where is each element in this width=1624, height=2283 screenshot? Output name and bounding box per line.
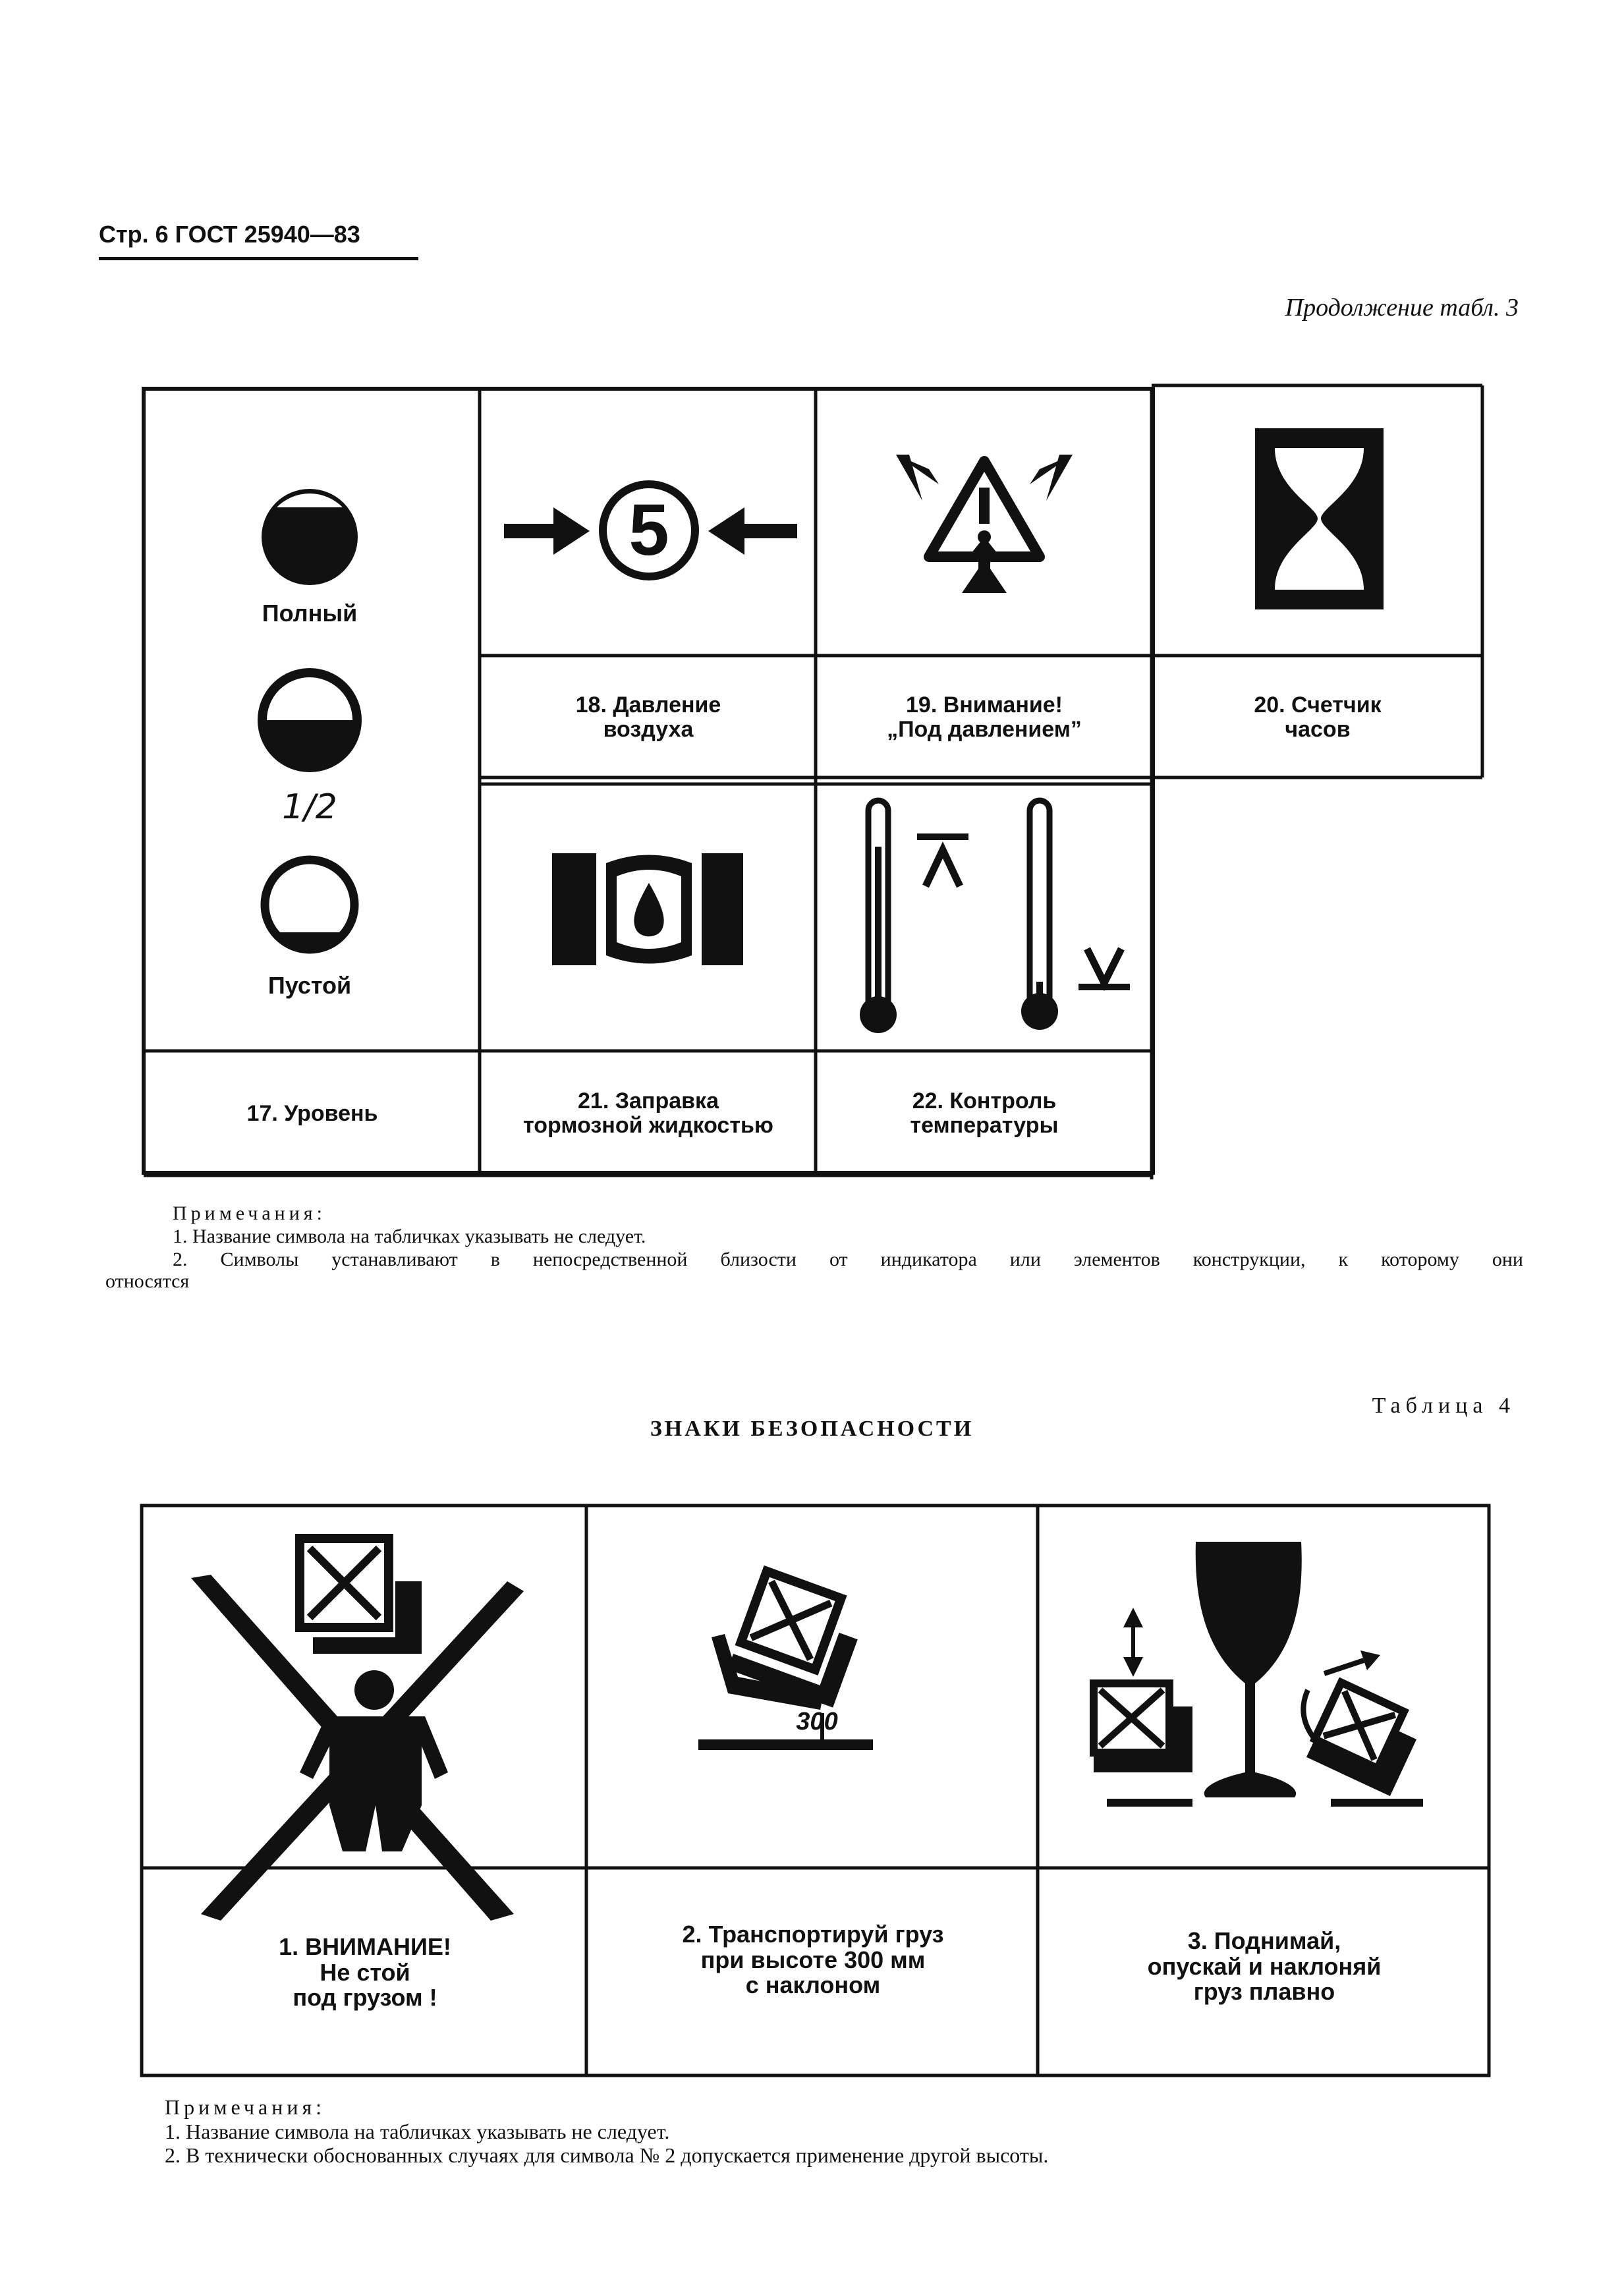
do-not-stand-under-load-icon xyxy=(191,1538,524,1921)
caption-22-line2: температуры xyxy=(910,1113,1059,1138)
brake-fluid-icon xyxy=(552,842,743,977)
t4-caption-3-line3: груз плавно xyxy=(1193,1978,1335,2006)
air-pressure-number: 5 xyxy=(629,490,669,571)
level-empty-label: Пустой xyxy=(267,972,352,999)
caption-21-line2: тормозной жидкостью xyxy=(523,1113,773,1138)
level-half-icon xyxy=(262,673,357,768)
caption-21 xyxy=(482,1054,814,1173)
caption-19-line1: 19. Внимание! xyxy=(906,692,1063,718)
caption-17-text: 17. Уровень xyxy=(246,1100,378,1126)
caption-20-line1: 20. Счетчик xyxy=(1254,692,1382,718)
transport-tilted-load-icon xyxy=(698,1570,873,1750)
level-full-icon xyxy=(262,489,358,585)
table4-title: ЗНАКИ БЕЗОПАСНОСТИ xyxy=(650,1417,974,1441)
caption-20 xyxy=(1154,659,1481,776)
t4-caption-3 xyxy=(1041,1871,1488,2062)
temperature-control-icon xyxy=(860,801,1130,1033)
table4-notes-title: Примечания: xyxy=(165,2095,326,2119)
level-full-label: Полный xyxy=(262,600,358,627)
table3-note-2: 2. Символы устанавливают в непосредственной близости от индикатора или элементов конструкции, к которому они xyxy=(173,1249,1523,1270)
caption-19-line2: „Под давлением” xyxy=(887,717,1082,742)
under-pressure-warning-icon xyxy=(896,455,1073,593)
table4-label: Таблица 4 xyxy=(1372,1394,1515,1418)
caption-21-line1: 21. Заправка xyxy=(578,1088,719,1114)
table4-note-2: 2. В технически обоснованных случаях для символа № 2 допускается применение другой высоты. xyxy=(165,2143,1049,2167)
t4-caption-1-line3: под грузом ! xyxy=(293,1984,437,2012)
table3-note-1: 1. Название символа на табличках указывать не следует. xyxy=(173,1226,646,1247)
t4-caption-2-line2: при высоте 300 мм xyxy=(700,1946,926,1973)
caption-19 xyxy=(818,659,1150,776)
caption-22 xyxy=(818,1054,1150,1173)
caption-20-line2: часов xyxy=(1285,717,1351,742)
caption-18-line1: 18. Давление xyxy=(575,692,721,718)
table4-note-1: 1. Название символа на табличках указывать не следует. xyxy=(165,2120,670,2143)
handle-gently-icon xyxy=(1094,1542,1425,1807)
level-half-label: 1/2 xyxy=(282,787,337,827)
caption-18-line2: воздуха xyxy=(603,717,694,742)
t4-caption-2-line3: с наклоном xyxy=(745,1971,881,1999)
t4-caption-3-line1: 3. Поднимай, xyxy=(1187,1927,1341,1954)
t4-caption-1-line1: 1. ВНИМАНИЕ! xyxy=(279,1932,451,1960)
t4-caption-2-line1: 2. Транспортируй груз xyxy=(682,1920,944,1948)
height-label: 300 xyxy=(796,1708,838,1735)
t4-caption-1-line2: Не стой xyxy=(320,1958,410,1986)
caption-17 xyxy=(146,1054,478,1173)
level-empty-icon xyxy=(265,860,354,949)
table3-notes-title: Примечания: xyxy=(173,1202,326,1224)
air-pressure-icon xyxy=(504,484,797,577)
t4-caption-3-line2: опускай и наклоняй xyxy=(1147,1952,1382,1980)
caption-22-line1: 22. Контроль xyxy=(912,1088,1057,1114)
continuation-label: Продолжение табл. 3 xyxy=(1285,294,1519,322)
page-header: Стр. 6 ГОСТ 25940—83 xyxy=(99,221,360,248)
caption-18 xyxy=(482,659,814,776)
table3-note-2-cont: относятся xyxy=(105,1270,190,1292)
t4-caption-1 xyxy=(145,1871,585,2074)
hourglass-icon xyxy=(1255,428,1384,609)
t4-caption-2 xyxy=(590,1871,1036,2049)
